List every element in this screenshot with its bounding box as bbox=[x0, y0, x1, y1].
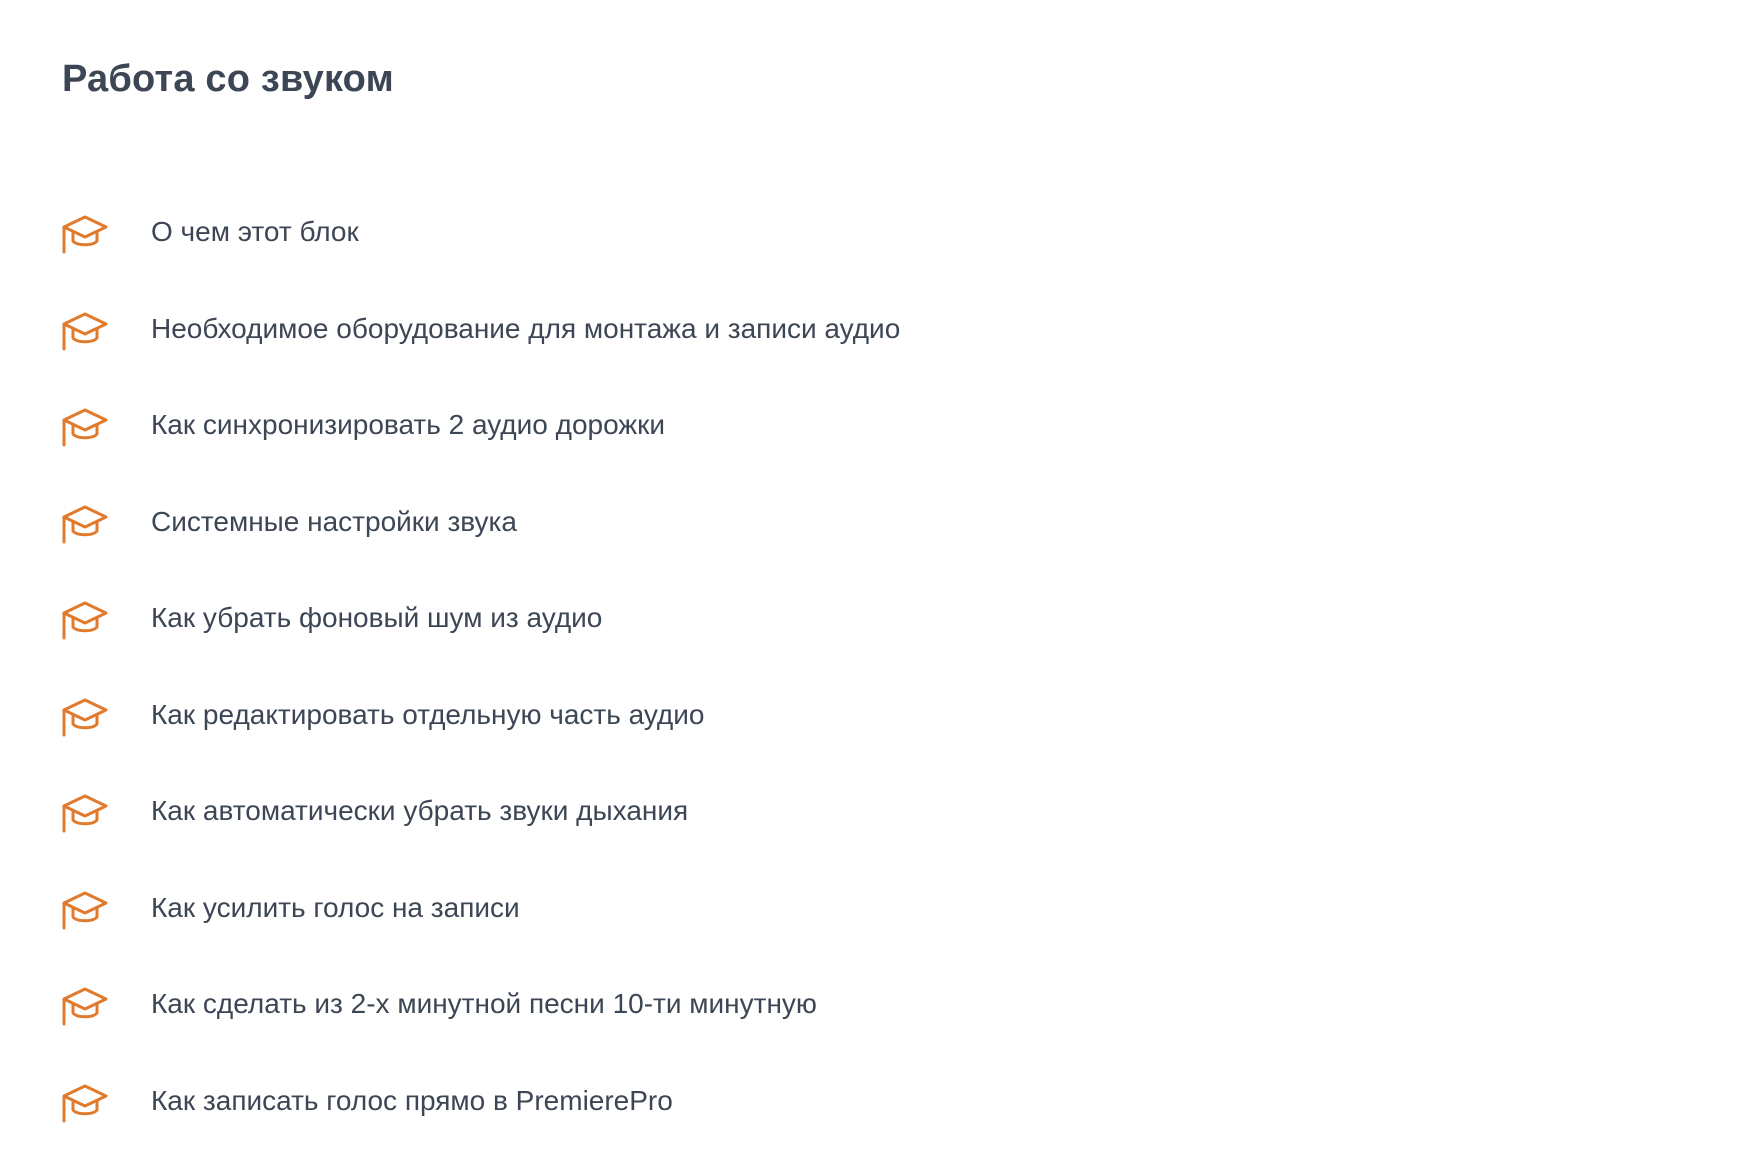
lesson-title[interactable]: Системные настройки звука bbox=[151, 505, 517, 537]
graduation-cap-icon bbox=[60, 500, 108, 548]
lesson-title[interactable]: Как записать голос прямо в PremierePro bbox=[151, 1084, 673, 1116]
lesson-title[interactable]: Как редактировать отдельную часть аудио bbox=[151, 698, 705, 730]
lesson-item[interactable] bbox=[0, 196, 1764, 293]
lesson-item[interactable] bbox=[0, 486, 1764, 583]
graduation-cap-icon bbox=[60, 307, 108, 355]
lesson-item[interactable] bbox=[0, 679, 1764, 776]
graduation-cap-icon bbox=[60, 693, 108, 741]
lesson-list bbox=[0, 196, 1764, 1161]
graduation-cap-icon bbox=[60, 982, 108, 1030]
graduation-cap-icon bbox=[60, 886, 108, 934]
graduation-cap-icon bbox=[60, 403, 108, 451]
lesson-item[interactable] bbox=[0, 775, 1764, 872]
lesson-item[interactable] bbox=[0, 582, 1764, 679]
lesson-item[interactable] bbox=[0, 1065, 1764, 1162]
graduation-cap-icon bbox=[60, 210, 108, 258]
lesson-title[interactable]: Как автоматически убрать звуки дыхания bbox=[151, 795, 689, 826]
lesson-title[interactable]: Необходимое оборудование для монтажа и записи аудио bbox=[151, 312, 901, 344]
lesson-title[interactable]: Как сделать из 2-х минутной песни 10-ти минутную bbox=[151, 988, 817, 1019]
lesson-item[interactable] bbox=[0, 872, 1764, 969]
lesson-item[interactable] bbox=[0, 968, 1764, 1065]
graduation-cap-icon bbox=[60, 596, 108, 644]
graduation-cap-icon bbox=[60, 1079, 108, 1127]
lesson-item[interactable] bbox=[0, 389, 1764, 486]
lesson-title[interactable]: Как убрать фоновый шум из аудио bbox=[151, 602, 603, 633]
section-title: Работа со звуком bbox=[62, 58, 394, 100]
lesson-title[interactable]: Как синхронизировать 2 аудио дорожки bbox=[151, 409, 665, 440]
lesson-title[interactable]: О чем этот блок bbox=[151, 216, 359, 247]
lesson-item[interactable] bbox=[0, 293, 1764, 390]
lesson-title[interactable]: Как усилить голос на записи bbox=[151, 891, 520, 923]
graduation-cap-icon bbox=[60, 789, 108, 837]
